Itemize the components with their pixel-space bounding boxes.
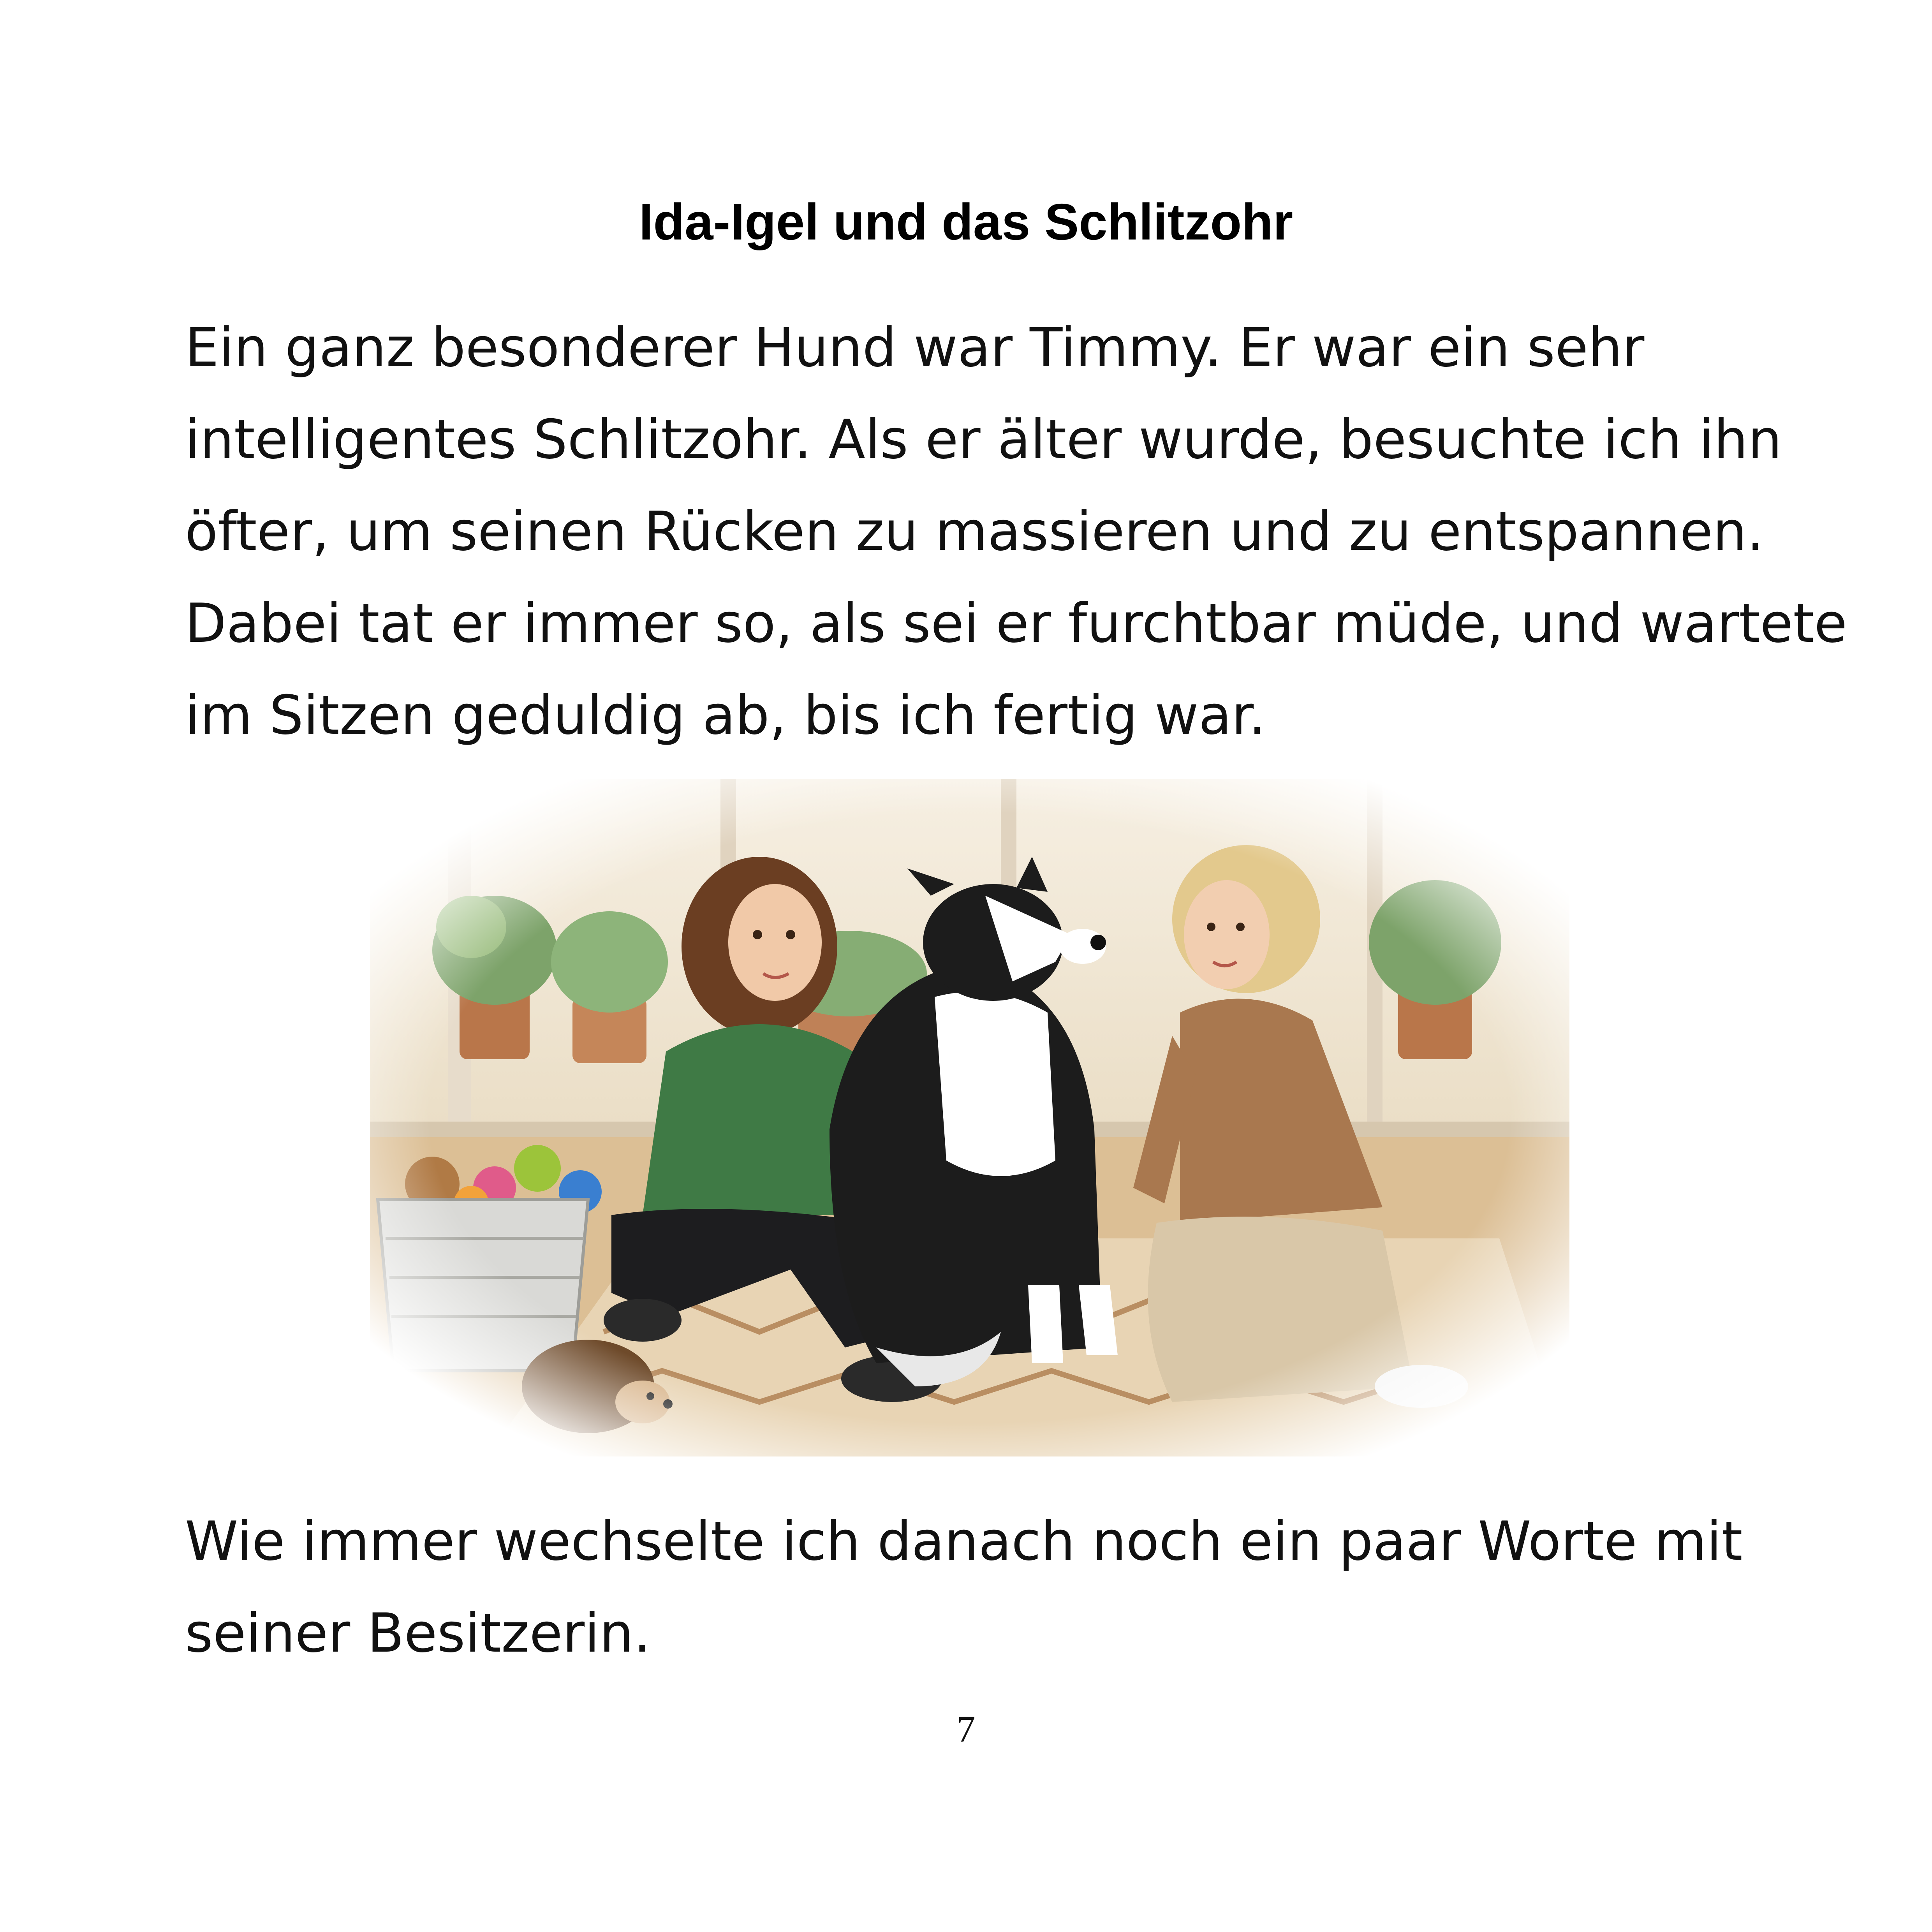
- paragraph-1-line: öfter, um seinen Rücken zu massieren und zu entspannen.: [185, 500, 1764, 563]
- paragraph-1: [185, 302, 1847, 761]
- paragraph-1-line: Ein ganz besonderer Hund war Timmy. Er war ein sehr: [185, 316, 1645, 379]
- illustration-scene: [370, 779, 1569, 1456]
- paragraph-1-line: im Sitzen geduldig ab, bis ich fertig war.: [185, 684, 1266, 747]
- paragraph-1-line: Dabei tat er immer so, als sei er furchtbar müde, und wartete: [185, 592, 1847, 655]
- paragraph-1-line: intelligentes Schlitzohr. Als er älter wurde, besuchte ich ihn: [185, 408, 1782, 471]
- page-title: Ida-Igel und das Schlitzohr: [639, 193, 1293, 250]
- story-illustration: [370, 779, 1569, 1456]
- paragraph-2-line: seiner Besitzerin.: [185, 1602, 651, 1664]
- page-number: 7: [956, 1708, 976, 1750]
- paragraph-2-line: Wie immer wechselte ich danach noch ein paar Worte mit: [185, 1510, 1743, 1573]
- paragraph-2: [185, 1495, 1821, 1679]
